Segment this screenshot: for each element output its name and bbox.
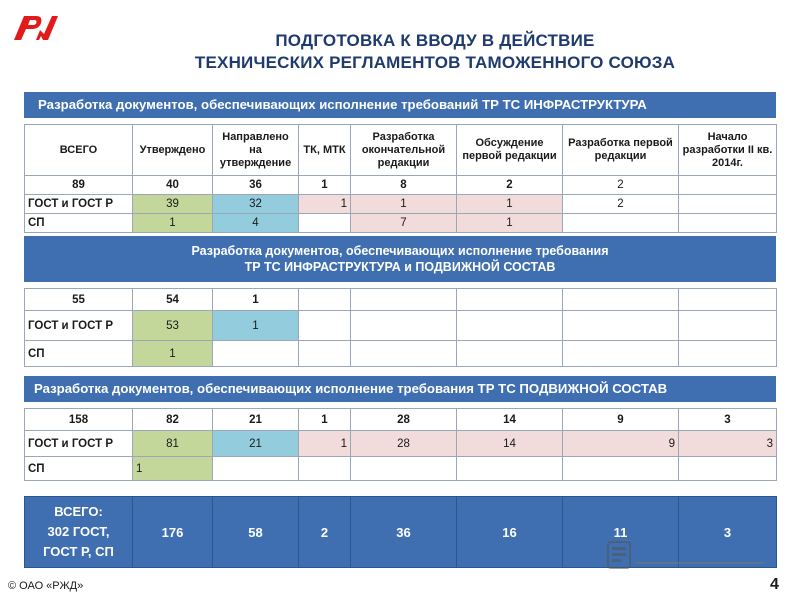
col-header: Утверждено [133,125,213,176]
col-header: Разработка первой редакции [563,125,679,176]
table-row [25,176,777,195]
table-cell [679,289,777,311]
table-cell [299,214,351,233]
table-cell: 14 [457,431,563,457]
summary-label-line-3: ГОСТ Р, СП [43,544,114,559]
table-cell [679,195,777,214]
table-row [25,409,777,431]
summary-label [25,497,133,568]
table-cell: 1 [299,431,351,457]
table-cell: 2 [457,176,563,195]
table-cell: 8 [351,176,457,195]
title-line-2: ТЕХНИЧЕСКИХ РЕГЛАМЕНТОВ ТАМОЖЕННОГО СОЮЗА [194,53,676,72]
table-cell: 53 [133,311,213,341]
table-cell: 3 [679,409,777,431]
col-header: ВСЕГО [25,125,133,176]
table-cell [563,311,679,341]
col-header: Направлено на утверждение [213,125,299,176]
summary-value: 2 [299,497,351,568]
table-cell: 39 [133,195,213,214]
table-cell: 1 [133,214,213,233]
table-cell: 2 [563,195,679,214]
page-number: 4 [770,576,779,593]
table-cell: 3 [679,431,777,457]
summary-label-line-2: 302 ГОСТ, [47,524,110,539]
table-cell [299,457,351,481]
section1-heading: Разработка документов, обеспечивающих исполнение требований ТР ТС ИНФРАСТРУКТУРА [24,92,776,118]
table-header-row [25,125,777,176]
table-cell: 1 [213,289,299,311]
table-cell: 1 [299,195,351,214]
table-cell: 1 [213,311,299,341]
table-cell [351,457,457,481]
table-cell [679,311,777,341]
table-cell: 14 [457,409,563,431]
table-cell [351,311,457,341]
table-cell [299,289,351,311]
table-cell: 9 [563,409,679,431]
table-cell [563,289,679,311]
row-label: ГОСТ и ГОСТ Р [25,195,133,214]
table-cell [213,341,299,367]
table-cell: 82 [133,409,213,431]
table-cell: 32 [213,195,299,214]
table-cell [213,457,299,481]
table-cell: 28 [351,431,457,457]
row-label: СП [25,341,133,367]
table-cell: 21 [213,431,299,457]
row-label: ГОСТ и ГОСТ Р [25,431,133,457]
table-cell: 89 [25,176,133,195]
title-line-1: ПОДГОТОВКА К ВВОДУ В ДЕЙСТВИЕ [275,31,595,50]
table-cell: 55 [25,289,133,311]
section3-table [24,408,777,481]
table-cell: 1 [457,214,563,233]
col-header: Разработка окончательной редакции [351,125,457,176]
section2-heading [24,236,776,282]
watermark-logo [606,538,766,572]
table-cell: 81 [133,431,213,457]
col-header: Обсуждение первой редакции [457,125,563,176]
table-cell: 1 [299,409,351,431]
table-cell [563,214,679,233]
table-cell [299,341,351,367]
summary-value: 58 [213,497,299,568]
section3-heading: Разработка документов, обеспечивающих исполнение требования ТР ТС ПОДВИЖНОЙ СОСТАВ [24,376,776,402]
section2-heading-line-1: Разработка документов, обеспечивающих исполнение требования [191,244,609,258]
table-row [25,457,777,481]
table-cell: 158 [25,409,133,431]
table-row [25,311,777,341]
page-title [90,30,780,74]
table-cell: 1 [133,341,213,367]
table-cell: 28 [351,409,457,431]
col-header: Начало разработки II кв. 2014г. [679,125,777,176]
table-cell: 1 [351,195,457,214]
table-cell [351,341,457,367]
table-cell: 40 [133,176,213,195]
table-cell [351,289,457,311]
table-cell: 54 [133,289,213,311]
summary-value: 176 [133,497,213,568]
table-cell [679,341,777,367]
table-cell: 21 [213,409,299,431]
summary-value: 11 [563,497,679,568]
table-cell [679,214,777,233]
table-cell: 1 [133,457,213,481]
table-cell: 7 [351,214,457,233]
summary-value: 36 [351,497,457,568]
table-cell: 2 [563,176,679,195]
summary-value: 16 [457,497,563,568]
row-label: СП [25,214,133,233]
table-row [25,341,777,367]
table-cell: 4 [213,214,299,233]
section1-table [24,124,777,233]
table-cell: 36 [213,176,299,195]
table-cell [457,457,563,481]
table-cell [457,289,563,311]
table-cell: 1 [299,176,351,195]
table-row [25,214,777,233]
table-cell [563,341,679,367]
table-cell [457,341,563,367]
table-row [25,289,777,311]
table-row [25,431,777,457]
section2-heading-line-2: ТР ТС ИНФРАСТРУКТУРА и ПОДВИЖНОЙ СОСТАВ [244,260,556,274]
row-label: СП [25,457,133,481]
table-cell [679,176,777,195]
row-label: ГОСТ и ГОСТ Р [25,311,133,341]
summary-value: 3 [679,497,777,568]
table-cell [563,457,679,481]
summary-label-line-1: ВСЕГО: [54,504,103,519]
table-cell: 9 [563,431,679,457]
rzd-logo [10,10,60,44]
table-cell [457,311,563,341]
copyright: © ОАО «РЖД» [8,580,84,592]
section2-table [24,288,777,367]
table-cell: 1 [457,195,563,214]
col-header: ТК, МТК [299,125,351,176]
table-cell [299,311,351,341]
table-row [25,195,777,214]
table-cell [679,457,777,481]
